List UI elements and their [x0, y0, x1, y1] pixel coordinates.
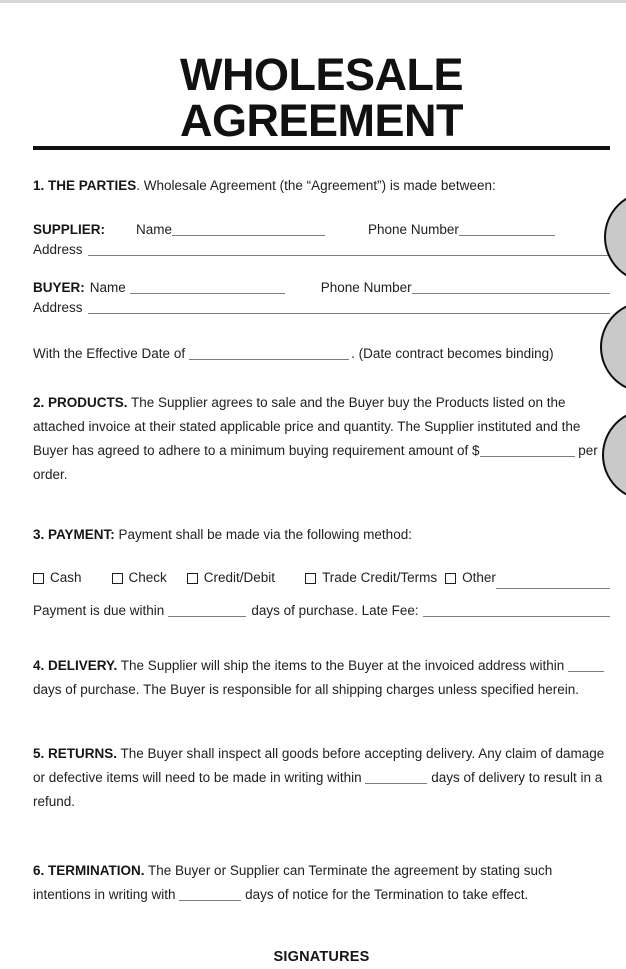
buyer-address-row: [33, 298, 610, 318]
payment-method-row: [33, 568, 610, 588]
section-products-body-1: The Supplier agrees to sale and the Buyer buy the Products listed on the attached invoice at their stated applicable price and quantity. The Supplier instituted and the Buyer has agreed to adhere to a minimum buying requirement amount of $: [33, 395, 581, 458]
section-termination: [33, 859, 610, 907]
section-returns-body-1: The Buyer shall inspect all goods before accepting delivery. Any claim of damage or defective items will need to be made in writing within: [33, 746, 605, 785]
payment-due-row: [33, 601, 610, 621]
buyer-name-blank[interactable]: [130, 280, 285, 294]
section-parties-heading: 1. THE PARTIES: [33, 178, 137, 193]
buyer-label: BUYER:: [33, 280, 85, 295]
supplier-name-blank[interactable]: [172, 222, 325, 236]
supplier-block: [33, 220, 610, 260]
section-payment-body: Payment shall be made via the following method:: [118, 527, 412, 542]
section-delivery: [33, 654, 610, 702]
supplier-address-label: Address: [33, 242, 83, 257]
section-returns-heading: 5. RETURNS.: [33, 746, 118, 761]
payment-option-cash[interactable]: [33, 568, 82, 588]
returns-days-blank[interactable]: [365, 770, 427, 784]
other-label: Other: [462, 570, 496, 585]
section-payment-heading: 3. PAYMENT:: [33, 527, 115, 542]
minimum-amount-blank[interactable]: [480, 443, 575, 457]
document-title-text: WHOLESALE AGREEMENT: [33, 52, 610, 150]
other-checkbox[interactable]: [445, 573, 456, 584]
section-termination-heading: 6. TERMINATION.: [33, 863, 145, 878]
section-products-body-2: per order.: [33, 443, 598, 482]
effective-date-suffix: . (Date contract becomes binding): [351, 346, 554, 361]
termination-days-blank[interactable]: [179, 887, 241, 901]
section-parties-body: . Wholesale Agreement (the “Agreement”) is made between:: [136, 178, 496, 193]
buyer-block: [33, 278, 610, 318]
effective-date-blank[interactable]: [189, 346, 349, 360]
signatures-heading: SIGNATURES: [273, 949, 370, 965]
payment-due-prefix: Payment is due within: [33, 603, 165, 618]
payment-option-credit-debit[interactable]: [187, 568, 275, 588]
effective-date-prefix: With the Effective Date of: [33, 346, 186, 361]
payment-option-other[interactable]: [445, 568, 496, 588]
section-returns-body-2: days of delivery to result in a refund.: [33, 770, 603, 809]
cash-label: Cash: [50, 570, 82, 585]
section-products: [33, 391, 610, 487]
payment-due-days-blank[interactable]: [168, 603, 246, 617]
section-termination-body-1: The Buyer or Supplier can Terminate the agreement by stating such intentions in writing with: [33, 863, 553, 902]
supplier-label: SUPPLIER:: [33, 222, 106, 237]
payment-option-trade-credit[interactable]: [305, 568, 437, 588]
supplier-name-label: Name: [136, 222, 173, 237]
check-label: Check: [128, 570, 167, 585]
trade-credit-label: Trade Credit/Terms: [322, 570, 438, 585]
delivery-days-blank[interactable]: [568, 658, 604, 672]
section-returns: [33, 742, 610, 814]
document-title: [33, 49, 610, 150]
section-delivery-heading: 4. DELIVERY.: [33, 658, 118, 673]
payment-due-middle: days of purchase. Late Fee:: [251, 603, 419, 618]
top-edge-strip: [0, 0, 626, 3]
supplier-phone-blank[interactable]: [459, 222, 555, 236]
credit-debit-label: Credit/Debit: [203, 570, 276, 585]
supplier-address-blank[interactable]: [88, 242, 610, 256]
payment-option-check[interactable]: [112, 568, 167, 588]
buyer-phone-blank[interactable]: [412, 280, 610, 294]
section-products-heading: 2. PRODUCTS.: [33, 395, 128, 410]
supplier-address-row: [33, 240, 610, 260]
check-checkbox[interactable]: [112, 573, 123, 584]
late-fee-blank[interactable]: [423, 603, 610, 617]
section-delivery-body-2: days of purchase. The Buyer is responsible for all shipping charges unless specified herein.: [33, 682, 580, 697]
buyer-address-blank[interactable]: [88, 300, 610, 314]
credit-debit-checkbox[interactable]: [187, 573, 198, 584]
buyer-address-label: Address: [33, 300, 83, 315]
section-parties: [33, 176, 610, 196]
buyer-name-row: [33, 278, 610, 298]
other-blank[interactable]: [496, 575, 610, 589]
buyer-phone-label: Phone Number: [320, 280, 412, 295]
effective-date-row: [33, 344, 610, 364]
section-delivery-body-1: The Supplier will ship the items to the Buyer at the invoiced address within: [120, 658, 565, 673]
cash-checkbox[interactable]: [33, 573, 44, 584]
section-termination-body-2: days of notice for the Termination to take effect.: [245, 887, 529, 902]
buyer-name-label: Name: [89, 280, 126, 295]
trade-credit-checkbox[interactable]: [305, 573, 316, 584]
supplier-phone-label: Phone Number: [368, 222, 459, 237]
section-payment: [33, 525, 610, 545]
supplier-name-row: [33, 220, 610, 240]
